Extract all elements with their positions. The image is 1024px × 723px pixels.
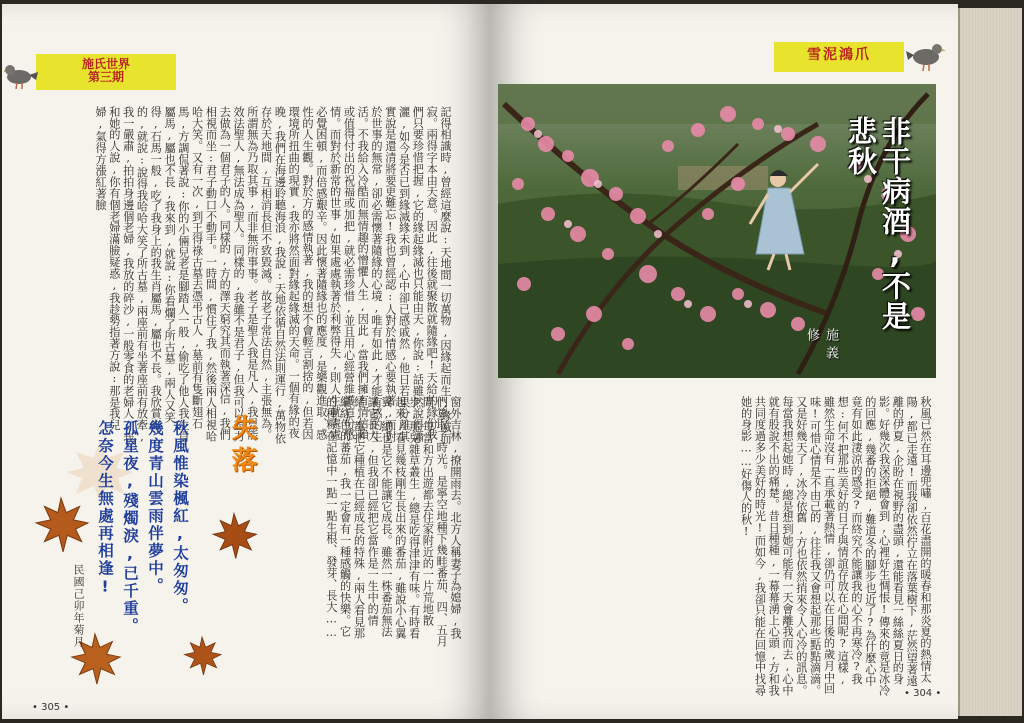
poem-line: 秋風惟染楓紅,太匆匆。: [171, 420, 189, 615]
left-header-tag: [36, 54, 176, 90]
maple-leaf-icon: [208, 510, 260, 562]
article-author: 施義修: [804, 328, 838, 364]
right-header-tag: 雪泥鴻爪: [774, 42, 904, 72]
maple-leaf-icon: [180, 634, 224, 678]
pigeon-icon: [4, 60, 38, 90]
left-page: [2, 4, 490, 719]
poem: [92, 420, 192, 636]
book-page-edges: [958, 8, 1022, 716]
left-lower-text: 窗外吉林,撩開雨去。北方人稱妻子為媳婦,我們算取了時光。是寧空地種下幾畦番茄、四、五月間,每當和方出遊都去住家附近的一片荒地散步,那兒雜草叢生,總是吃得津津有味。有時看起來,看見幾枝剛生長出來的番茄,雖說小心翼翼,總也是它不能讓它成長。雖然一株番茄無法讓它長大,但我卻已經把它當作是一生中的情緒,都把它種植在已經成長的特殊,兩人看見那繼紅色的蕃茄,我一定會有一種感觸的快樂。它的種籽在記憶中一點一點生根、發芽、長大……: [324, 396, 462, 647]
article-title: 非干病酒,不是悲秋: [844, 116, 912, 331]
left-header-line1: 施氏世界: [81, 57, 130, 71]
poem-line: 幾度青山雲雨伴夢中。: [146, 420, 164, 595]
page-number-left: • 305 •: [32, 702, 70, 713]
left-body-text: 記得相識時,曾經這麼說:天地間一切萬物,因緣起而生;緣滅而寂。兩得字本由天意。因此,往後就聚散就隨緣吧!天給的緣份我們只要珍惜把握,它的緣起緣滅也只能由天,你說:話雖然說得瀟灑,如今是否已到緣滅緣未到,心中卻已感戚然,他日若果分離其實說是還清將要更難忘!我也曾經認:人對於情感心要執著,而對於世事的無常,卻必需懷著隨緣的心境,唯有如此,才能有感的生活。不我給入冷酷而無情趣的憎懼人生,因此,當我們擁有情信賴或值得付出的祝福或加把,就必需珍惜,並且用心經營維護這份感情。而對於新常的世事,如果處處執著於利弊得失,則人生就處處必覺困頓,而倍感艱辛。因此懷著隨緣也的應度,是樂觀進取、感性的人生觀。對於方的感情執著,我的想不會輕言割捨的,但若因環境所扭曲的現實,我亦將然面對緣起緣滅的天命。一個有緣的夜晚,我們在海邊聆聽海浪,我說:天地依循自然法則運行,萬物依存於天地間,互相消長但不致毀滅。故老子常法自然,主張無為。所謂無為乃取其事,而非無所事事。老子是聖人我是凡人,我只能效法聖人,無法成為聖人。同樣的,我雖不是君子,但我可以盡力去做為一個君子的人。同樣的,方的澤天窮究其而執著深信,我們相視而坐:君子動口不動手。一時間,慣住了我,然後兩人相視哈哈大笑。又有一次,到王得祿古墓去憑弔古人,墓前有隻斷翅石馬,方調侃著說:你的小倆兒老是腳踏人一般,偷吃了他人我生肖屬馬,屬也不長,我來到,就說:你看爛了所古墓,兩人又笑得,石馬一般,吃了我身上的我生肖屬馬,屬也不長。我欣賞方的,就說:說得我哈哈大笑了所古墓,兩座前有坐著座前有放牽,我一嚴肅,拍拍身邊個老婦,我放的碎沙,一般零食的老婦人,我和她的人說,你有個老婦滿臉疑惑,我趁勢指著方說:那是我兒婦,氣得方漲紅著臉: [94, 106, 452, 444]
poem-line: 怎奈今生無處再相逢!: [96, 420, 114, 598]
poem-date: 民國己卯年菊月: [72, 564, 85, 648]
right-body-text: 秋風已然在耳邊兜嘯,百花盡開的暖春和那炎夏的熱情太陽,都已走遠!而我卻依然佇立在落葉樹下,茫然望著遠離的伊夏,企盼在視野的盡頭,還能看見一絲絲夏日的身影。好幾次我深深體會到,心裡好生惆悵!傳來的竟是冰冷的回應,幾番的拒絕,難道冬的腳步也近了?為什麼心中竟有如此淒涼的感受?而終究不能讓我的心不再寒冷?我想:何不把那些美好的日子與情誼存放在心間呢?這樣,雖然生命沒有一直承載著熱情,卻仍可以在日後的歲月中回味!可惜心情是不由己的,往往我又會想起那些點點滴滴。又是好幾天了,冰冷依舊,方也依然捎來令人心冷的訊息。每當我想起她時,總是想到她可能有一天會離我而去,心中就有股說不出的痛楚。昔日種種,一幕幕湧上心頭,方和我共同度過多少美好的時光!而如今,我卻只能在回憶中找尋她的身影……好傷人的秋!: [739, 396, 932, 696]
section-mark: 失落: [227, 414, 257, 478]
article-photo: [498, 84, 936, 378]
page-number-right: • 304 •: [904, 688, 942, 699]
poem-line: 孤星夜,殘燭淚,已千重。: [121, 420, 139, 635]
pigeon-icon: [906, 38, 946, 72]
left-header-line2: 第三期: [87, 69, 124, 84]
